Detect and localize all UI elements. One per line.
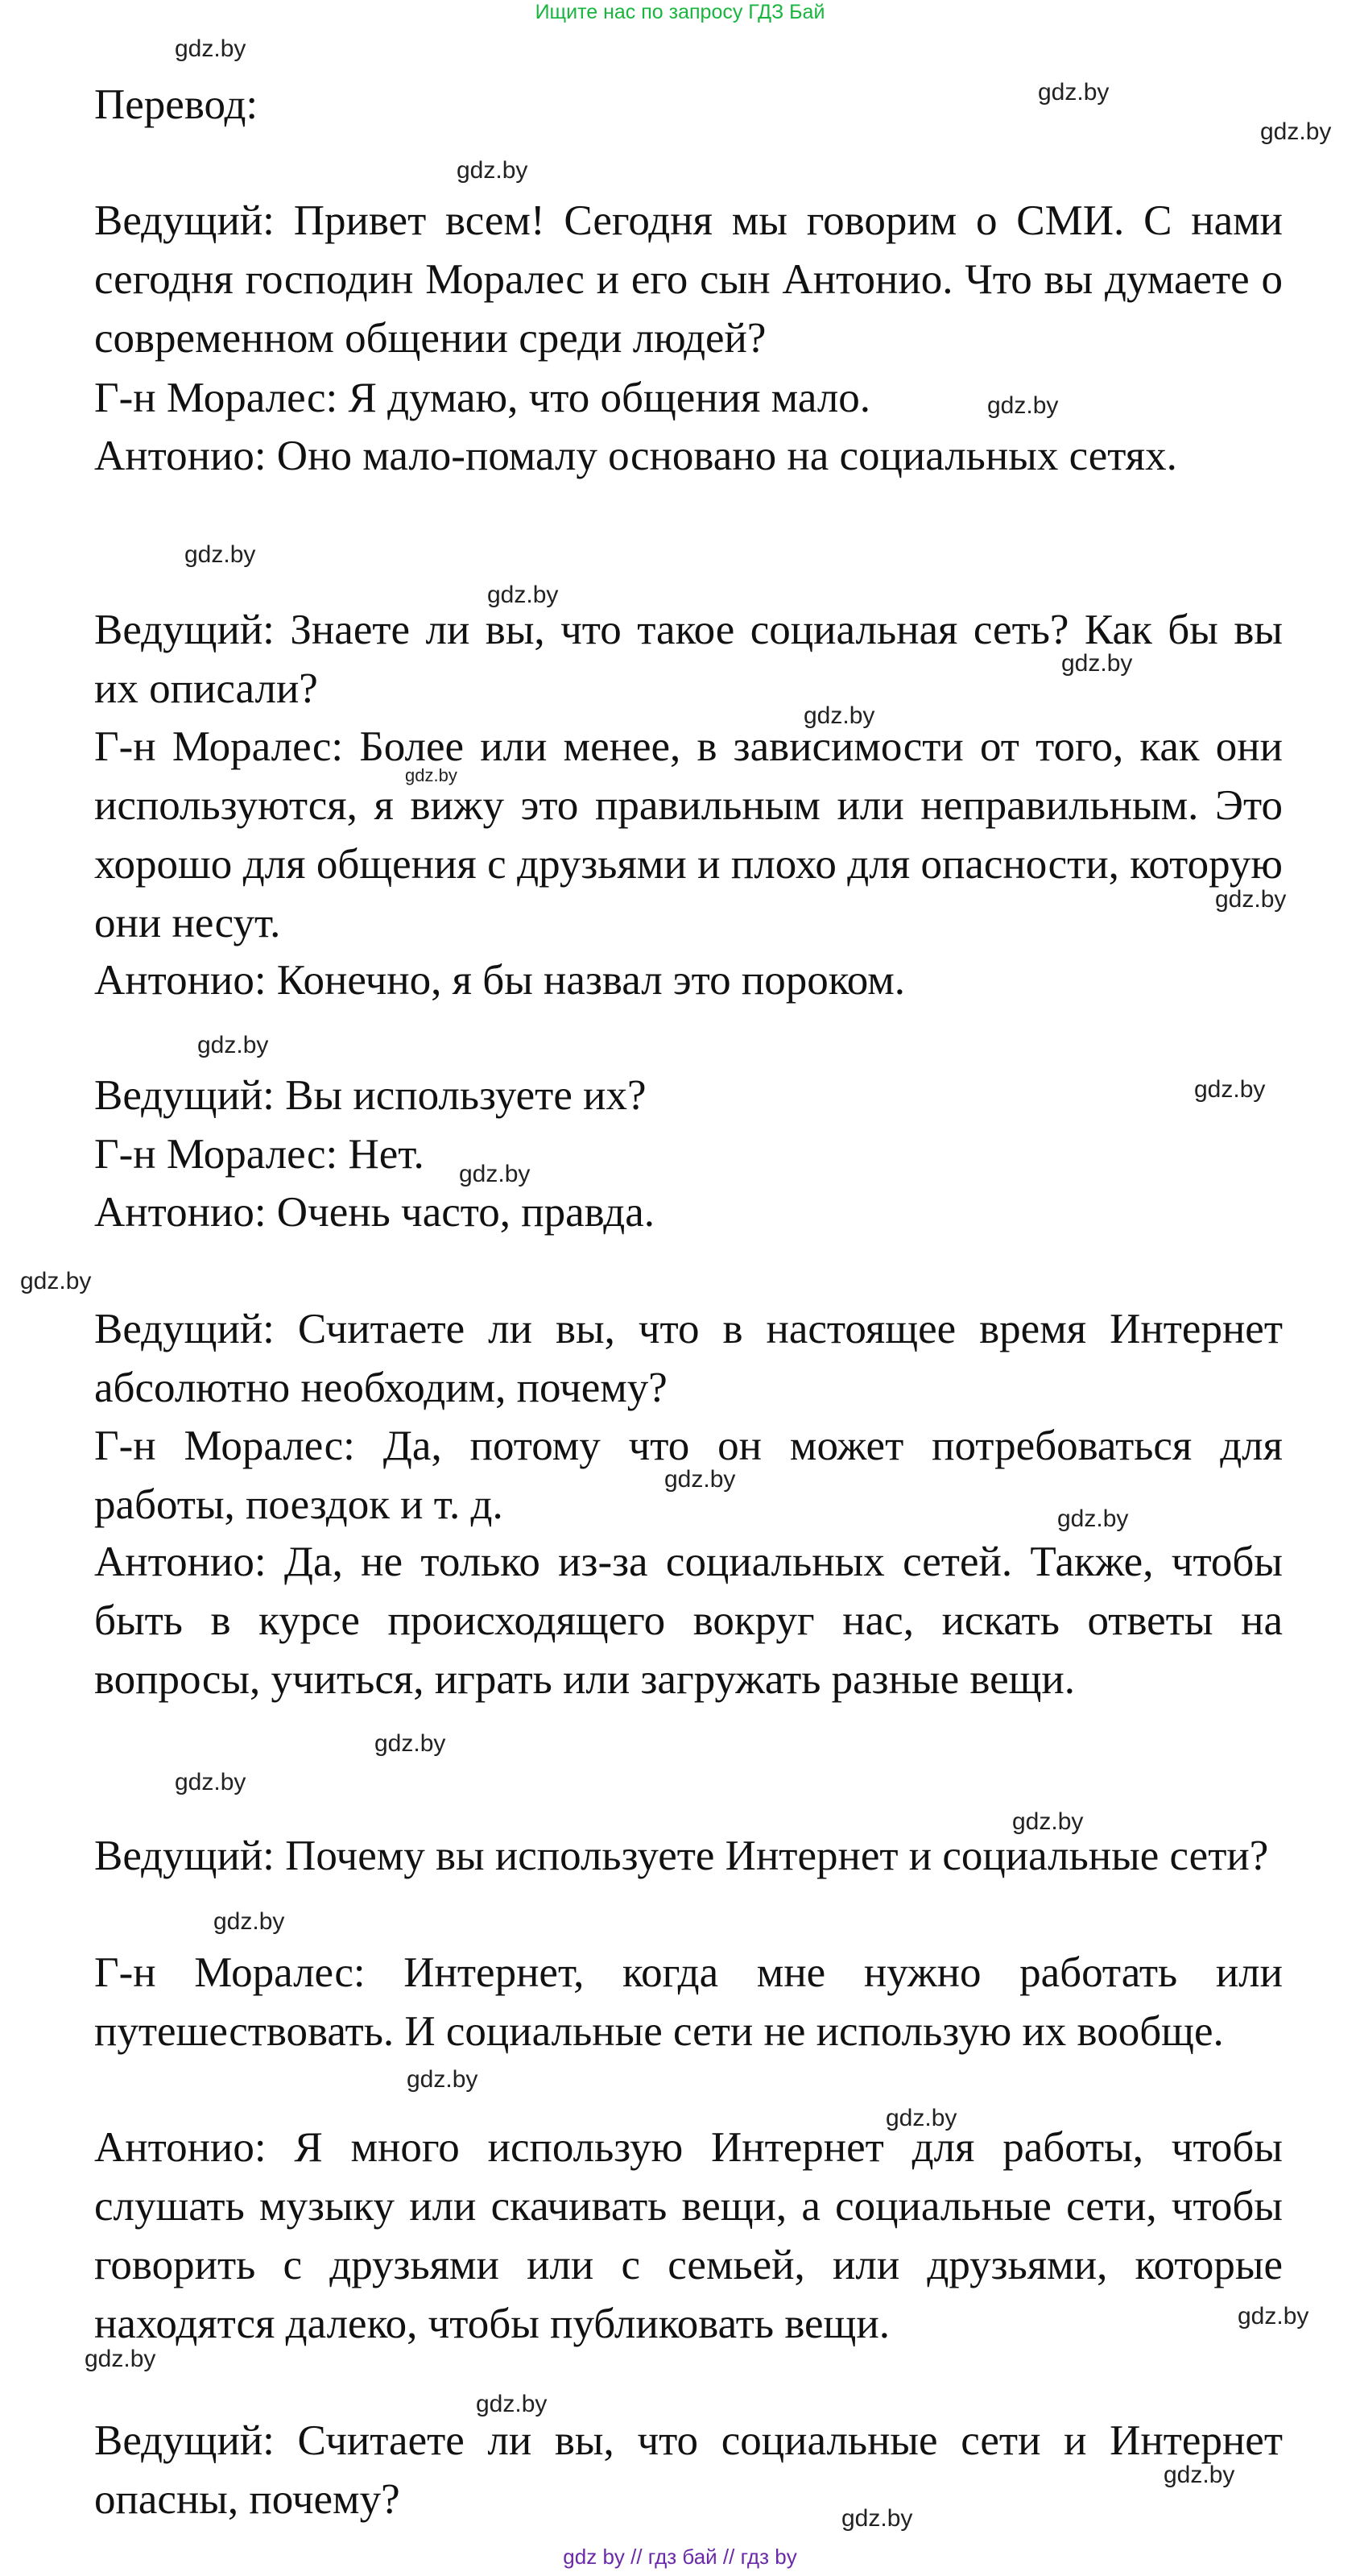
watermark: gdz.by <box>1061 650 1133 677</box>
watermark: gdz.by <box>20 1268 92 1294</box>
watermark: gdz.by <box>457 157 528 184</box>
title-perevod: Перевод: <box>94 81 258 128</box>
watermark: gdz.by <box>1038 79 1110 106</box>
watermark: gdz.by <box>85 2346 156 2372</box>
paragraph-host-5: Ведущий: Почему вы используете Интернет и социальные сети? <box>94 1833 1269 1879</box>
paragraph-host-3: Ведущий: Вы используете их? <box>94 1072 647 1119</box>
paragraph-antonio-4: Антонио: Да, не только из-за социальных сетей. Также, чтобы быть в курсе происходящего вокруг нас, искать ответы на вопросы, учиться, играть или загружать разные вещи. <box>94 1539 1283 1703</box>
watermark: gdz.by <box>184 541 256 568</box>
watermark: gdz.by <box>1238 2303 1309 2330</box>
watermark: gdz.by <box>886 2105 957 2131</box>
watermark: gdz.by <box>407 2066 478 2093</box>
watermark: gdz.by <box>459 1161 531 1187</box>
watermark: gdz.by <box>1164 2462 1235 2488</box>
watermark: gdz.by <box>405 765 457 785</box>
paragraph-morales-5: Г-н Моралес: Интернет, когда мне нужно работать или путешествовать. И социальные сети не использую их вообще. <box>94 1949 1283 2055</box>
paragraph-morales-2: Г-н Моралес: Более или менее, в зависимости от того, как они используются, я вижу это правильным или неправильным. Это хорошо для общения с друзьями и плохо для опасности, которую они несут. <box>94 723 1283 946</box>
watermark: gdz.by <box>841 2505 913 2532</box>
watermark: gdz.by <box>1260 118 1332 145</box>
watermark: gdz.by <box>175 1769 246 1795</box>
paragraph-antonio-2: Антонио: Конечно, я бы назвал это пороком. <box>94 957 906 1004</box>
watermark: gdz.by <box>476 2391 548 2417</box>
watermark: gdz.by <box>987 392 1059 419</box>
watermark: gdz.by <box>1057 1505 1129 1532</box>
paragraph-antonio-1: Антонио: Оно мало-помалу основано на социальных сетях. <box>94 433 1177 479</box>
watermark: gdz.by <box>197 1032 269 1058</box>
watermark: gdz.by <box>664 1466 736 1493</box>
paragraph-morales-4: Г-н Моралес: Да, потому что он может потребоваться для работы, поездок и т. д. <box>94 1423 1283 1528</box>
paragraph-morales-3: Г-н Моралес: Нет. <box>94 1131 424 1178</box>
watermark: gdz.by <box>804 702 875 729</box>
watermark: gdz.by <box>1012 1808 1084 1835</box>
watermark: gdz.by <box>213 1908 285 1935</box>
bottom-banner: gdz by // гдз бай // гдз by <box>563 2545 797 2569</box>
top-banner: Ищите нас по запросу ГДЗ Бай <box>535 1 825 23</box>
paragraph-host-1: Ведущий: Привет всем! Сегодня мы говорим о СМИ. С нами сегодня господин Моралес и его сын Антонио. Что вы думаете о современном общении среди людей? <box>94 197 1283 362</box>
paragraph-host-2: Ведущий: Знаете ли вы, что такое социальная сеть? Как бы вы их описали? <box>94 607 1283 712</box>
watermark: gdz.by <box>175 35 246 62</box>
watermark: gdz.by <box>487 582 559 608</box>
paragraph-morales-1: Г-н Моралес: Я думаю, что общения мало. <box>94 375 871 421</box>
paragraph-host-4: Ведущий: Считаете ли вы, что в настоящее время Интернет абсолютно необходим, почему? <box>94 1306 1283 1411</box>
paragraph-antonio-3: Антонио: Очень часто, правда. <box>94 1189 655 1236</box>
watermark: gdz.by <box>374 1730 446 1757</box>
watermark: gdz.by <box>1194 1076 1266 1103</box>
watermark: gdz.by <box>1215 886 1287 913</box>
paragraph-antonio-5: Антонио: Я много использую Интернет для работы, чтобы слушать музыку или скачивать вещи, а социальные сети, чтобы говорить с друзьями или с семьей, или друзьями, которые находятся далеко, чтобы публиковать вещи. <box>94 2124 1283 2347</box>
paragraph-host-6: Ведущий: Считаете ли вы, что социальные сети и Интернет опасны, почему? <box>94 2417 1283 2523</box>
